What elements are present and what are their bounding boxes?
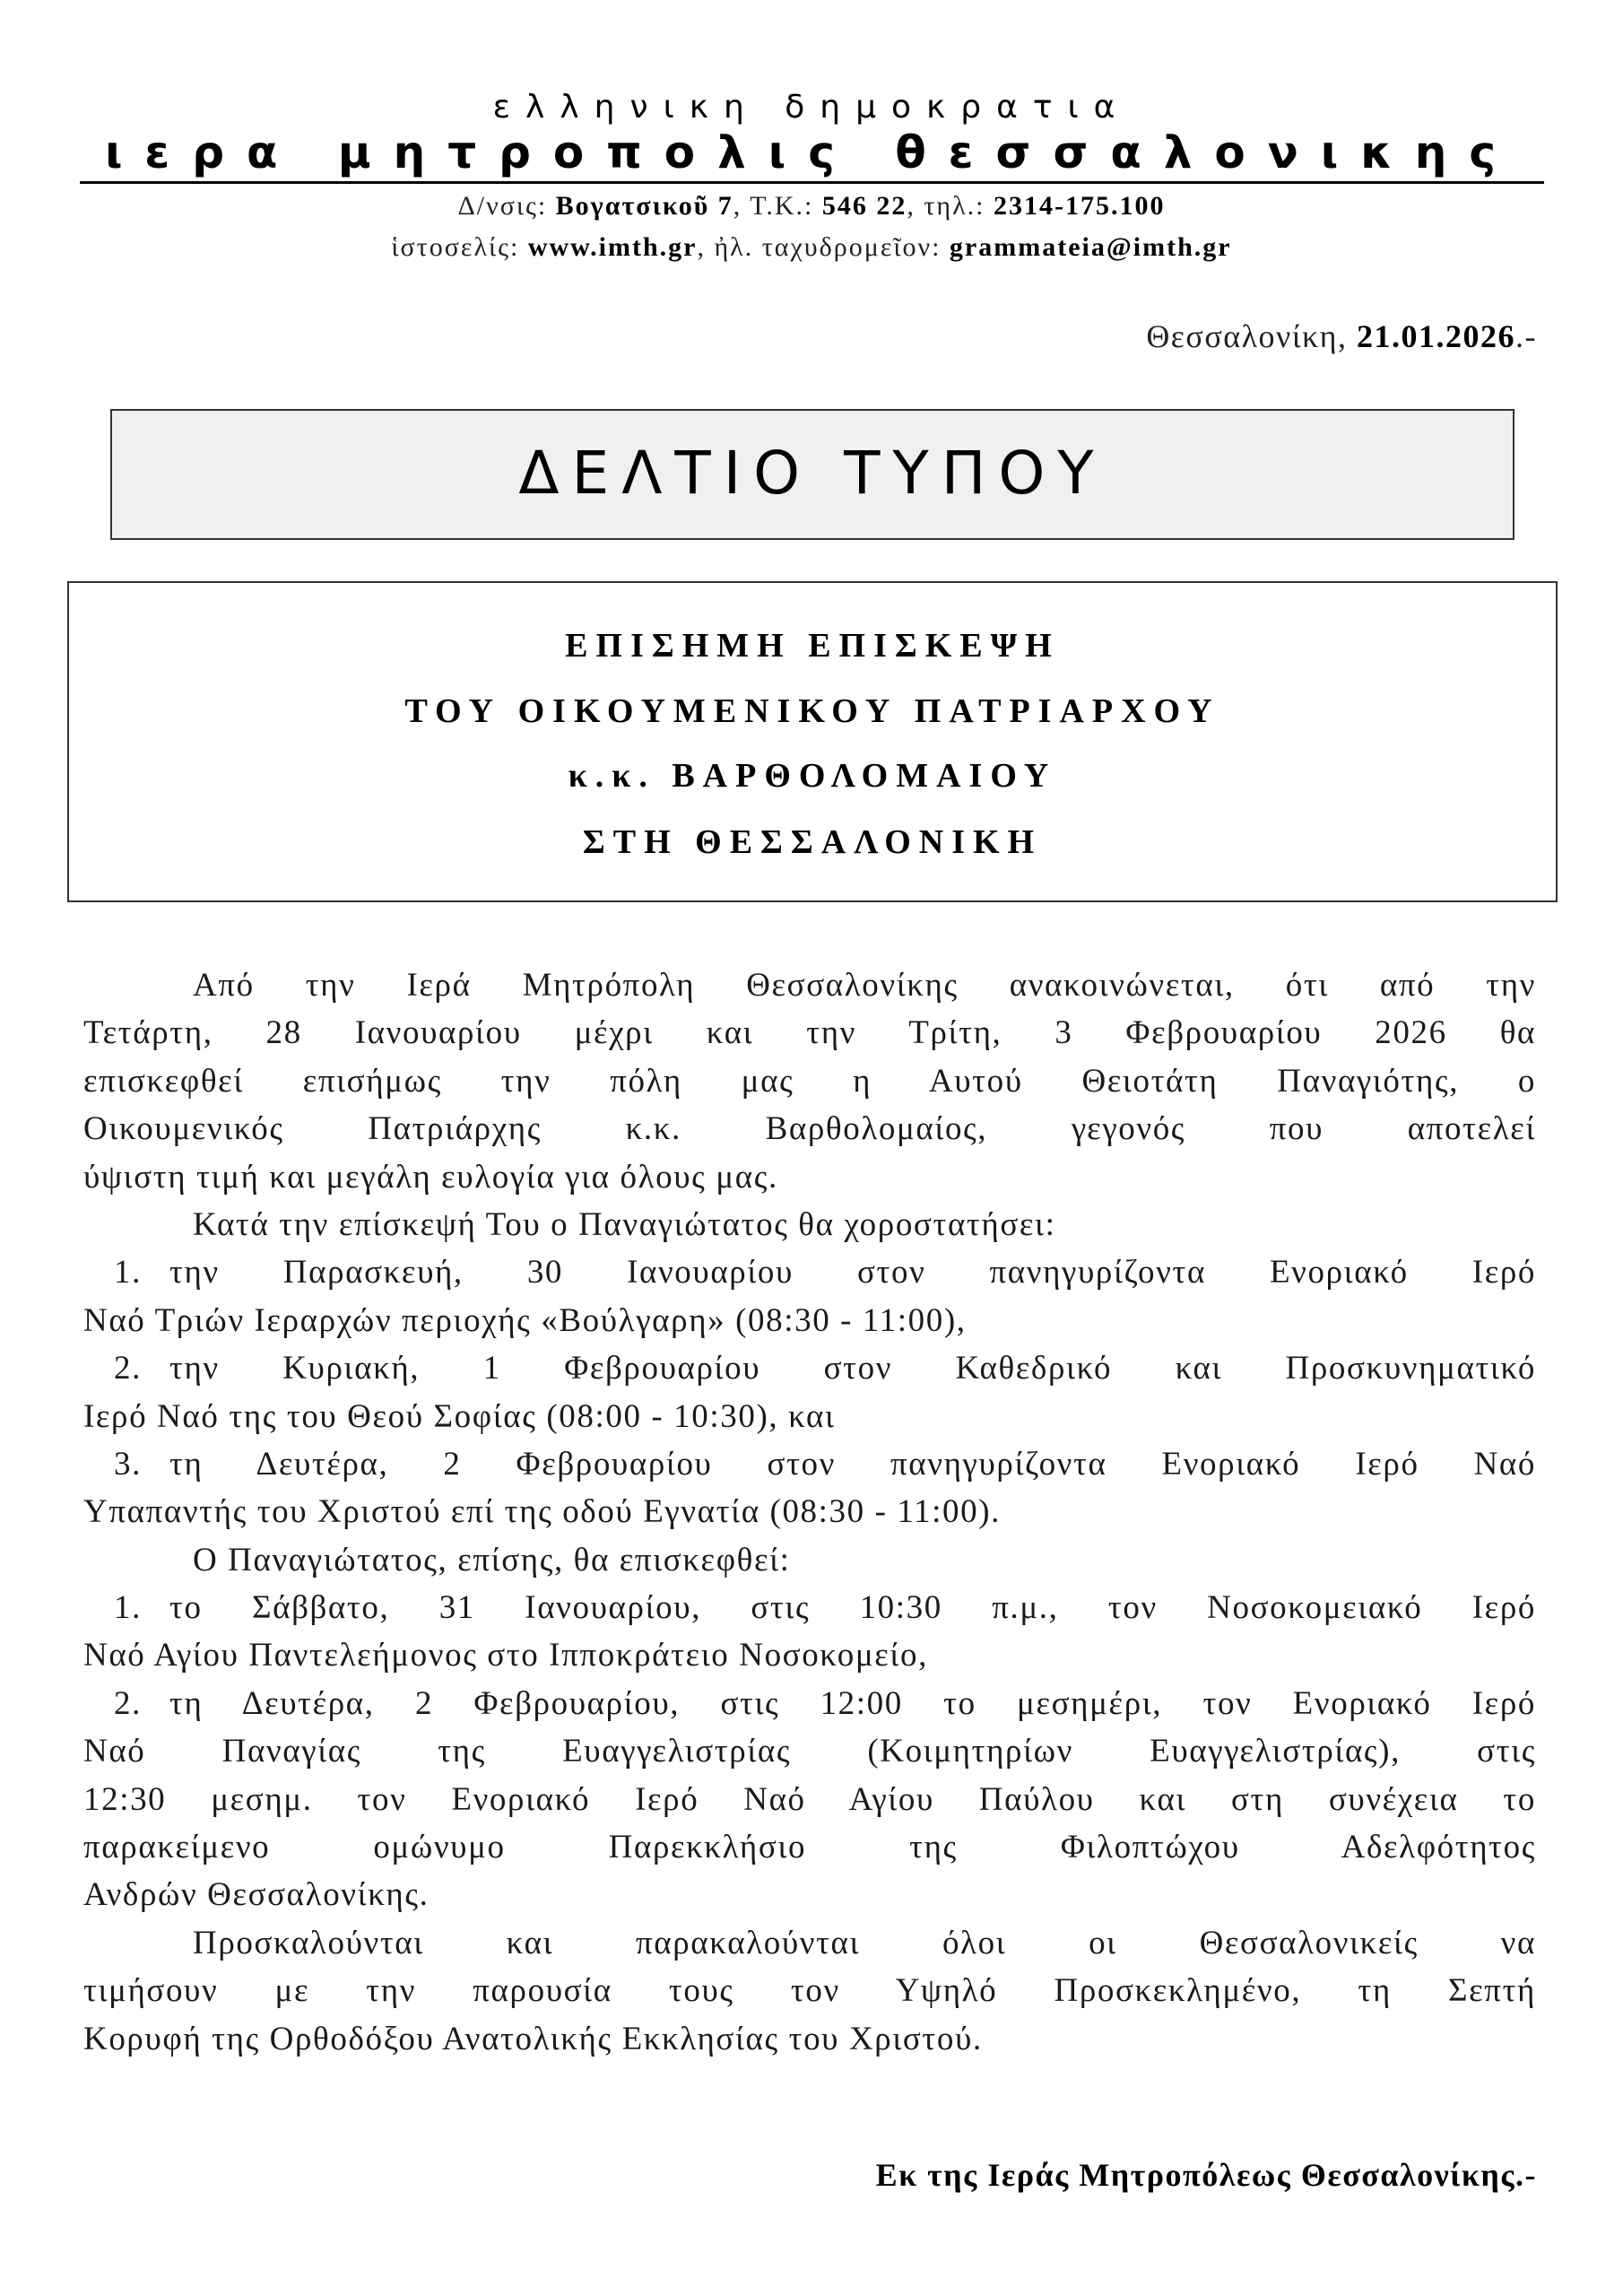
press-release-box bbox=[110, 409, 1515, 540]
letterhead-address bbox=[0, 187, 1623, 226]
body-text bbox=[83, 961, 1536, 2063]
web-label: ἱστοσελίς: bbox=[391, 232, 528, 262]
visit-item-2 bbox=[83, 1680, 1536, 1727]
email-address[interactable]: grammateia@imth.gr bbox=[949, 232, 1232, 262]
service-item-3 bbox=[83, 1440, 1536, 1488]
closing-line: τιμήσουν με την παρουσία τους τον Υψηλό Προσκεκλημένο, τη Σεπτή bbox=[83, 1972, 1536, 2010]
intro-line: επισκεφθεί επισήμως την πόλη μας η Αυτού Θειοτάτη Παναγιότης, ο bbox=[83, 1062, 1536, 1100]
date-city: Θεσσαλονίκη, bbox=[1146, 318, 1357, 354]
service-item-1 bbox=[83, 1248, 1536, 1296]
web-url[interactable]: www.imth.gr bbox=[527, 232, 698, 262]
intro-line: Οικουμενικός Πατριάρχης κ.κ. Βαρθολομαίος, γεγονός που αποτελεί bbox=[83, 1110, 1536, 1148]
signature: Εκ της Ιεράς Μητροπόλεως Θεσσαλονίκης.- bbox=[875, 2157, 1537, 2193]
service-text: την Κυριακή, 1 Φεβρουαρίου στον Καθεδρικό και Προσκυνηματικό bbox=[169, 1350, 1536, 1387]
subject-line: κ.κ. ΒΑΡΘΟΛΟΜΑΙΟΥ bbox=[568, 757, 1057, 795]
document-date bbox=[1146, 314, 1537, 359]
letterhead-metropolis: ιερα μητροπολις θεσσαλονικης bbox=[104, 126, 1519, 178]
phone-label: , τηλ.: bbox=[907, 191, 994, 221]
visits-intro: Ο Παναγιώτατος, επίσης, θα επισκεφθεί: bbox=[193, 1541, 791, 1578]
closing-line: Προσκαλούνται και παρακαλούνται όλοι οι Θεσσαλονικείς να bbox=[193, 1924, 1536, 1961]
closing-line: Κορυφή της Ορθοδόξου Ανατολικής Εκκλησίας του Χριστού. bbox=[83, 2020, 983, 2057]
list-number: 1. bbox=[114, 1589, 142, 1627]
intro-line: Τετάρτη, 28 Ιανουαρίου μέχρι και την Τρίτη, 3 Φεβρουαρίου 2026 θα bbox=[83, 1014, 1536, 1052]
visit-item-2-cont: Ναό Παναγίας της Ευαγγελιστρίας (Κοιμητηρίων Ευαγγελιστρίας), στις bbox=[83, 1733, 1536, 1770]
address-street: Βογατσικοῦ 7 bbox=[555, 191, 733, 221]
list-number: 2. bbox=[114, 1684, 142, 1722]
subject-line: ΤΟΥ ΟΙΚΟΥΜΕΝΙΚΟΥ ΠΑΤΡΙΑΡΧΟΥ bbox=[404, 692, 1220, 730]
visit-item-2-cont: 12:30 μεσημ. τον Ενοριακό Ιερό Ναό Αγίου Παύλου και στη συνέχεια το bbox=[83, 1780, 1536, 1818]
address-label: Δ/νσις: bbox=[457, 191, 556, 221]
visit-text: το Σάββατο, 31 Ιανουαρίου, στις 10:30 π.μ., τον Νοσοκομειακό Ιερό bbox=[169, 1589, 1536, 1627]
service-item-2-cont: Ιερό Ναό της του Θεού Σοφίας (08:00 - 10:30), και bbox=[83, 1397, 836, 1435]
subject-line: ΕΠΙΣΗΜΗ ΕΠΙΣΚΕΨΗ bbox=[565, 627, 1060, 665]
service-item-1-cont: Ναό Τριών Ιεραρχών περιοχής «Βούλγαρη» (08:30 - 11:00), bbox=[83, 1301, 967, 1339]
list-number: 3. bbox=[114, 1445, 142, 1483]
letterhead-web bbox=[0, 228, 1623, 267]
press-release-title: ΔΕΛΤΙΟ ΤΥΠΟΥ bbox=[518, 439, 1107, 508]
subject-box bbox=[67, 581, 1558, 902]
date-value: 21.01.2026 bbox=[1357, 318, 1515, 354]
intro-line: ύψιστη τιμή και μεγάλη ευλογία για όλους μας. bbox=[83, 1158, 778, 1196]
visit-item-1-cont: Ναό Αγίου Παντελεήμονος στο Ιπποκράτειο Νοσοκομείο, bbox=[83, 1637, 928, 1674]
list-number: 1. bbox=[114, 1254, 142, 1292]
service-item-3-cont: Υπαπαντής του Χριστού επί της οδού Εγνατία (08:30 - 11:00). bbox=[83, 1493, 1002, 1531]
letterhead-republic: ελληνικη δημοκρατια bbox=[492, 89, 1131, 126]
intro-line: Από την Ιερά Μητρόπολη Θεσσαλονίκης ανακοινώνεται, ότι από την bbox=[193, 967, 1536, 1004]
service-text: τη Δευτέρα, 2 Φεβρουαρίου στον πανηγυρίζοντα Ενοριακό Ιερό Ναό bbox=[169, 1445, 1536, 1483]
address-zip: 546 22 bbox=[821, 191, 907, 221]
visit-item-2-cont: παρακείμενο ομώνυμο Παρεκκλήσιο της Φιλοπτώχου Αδελφότητος bbox=[83, 1829, 1536, 1866]
date-suffix: .- bbox=[1515, 318, 1537, 354]
address-phone: 2314-175.100 bbox=[993, 191, 1166, 221]
visit-item-1 bbox=[83, 1584, 1536, 1631]
email-label: , ἠλ. ταχυδρομεῖον: bbox=[697, 232, 950, 262]
service-item-2 bbox=[83, 1344, 1536, 1392]
visit-item-2-cont: Ανδρών Θεσσαλονίκης. bbox=[83, 1876, 430, 1914]
subject-line: ΣΤΗ ΘΕΣΣΑΛΟΝΙΚΗ bbox=[582, 823, 1043, 861]
visit-text: τη Δευτέρα, 2 Φεβρουαρίου, στις 12:00 το μεσημέρι, τον Ενοριακό Ιερό bbox=[169, 1684, 1536, 1722]
services-intro: Κατά την επίσκεψή Του ο Παναγιώτατος θα χοροστατήσει: bbox=[193, 1205, 1056, 1243]
zip-label: , Τ.Κ.: bbox=[733, 191, 822, 221]
letterhead-rule bbox=[80, 181, 1544, 184]
list-number: 2. bbox=[114, 1350, 142, 1387]
service-text: την Παρασκευή, 30 Ιανουαρίου στον πανηγυρίζοντα Ενοριακό Ιερό bbox=[169, 1254, 1536, 1292]
